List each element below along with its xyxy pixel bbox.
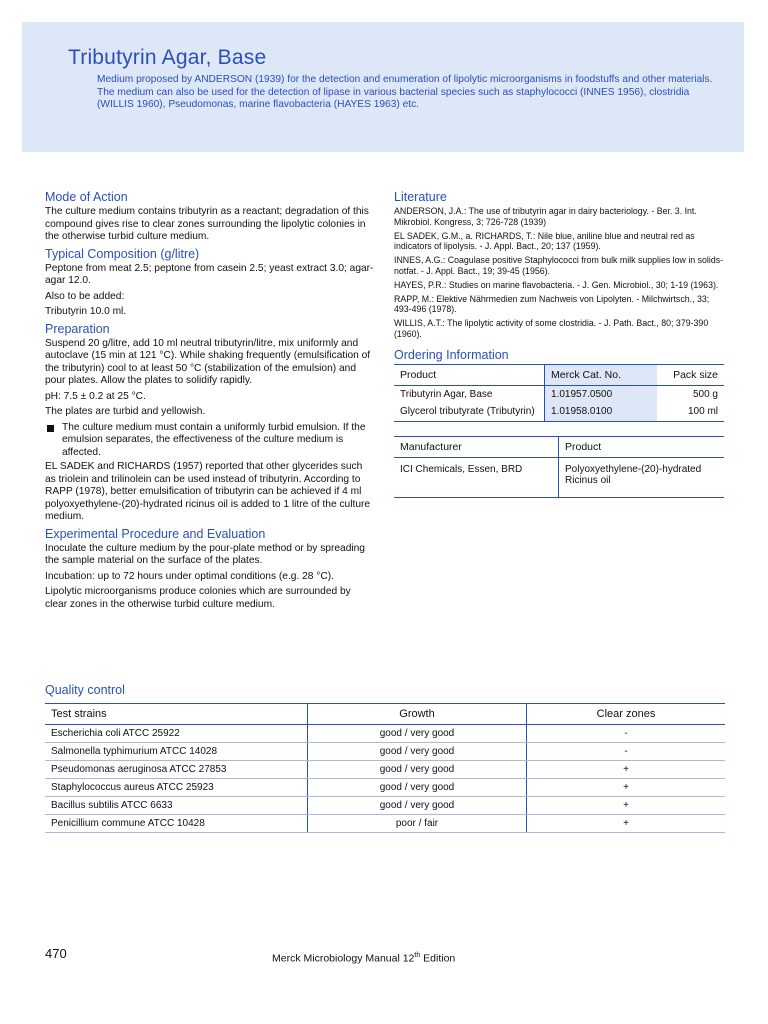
literature-item: ANDERSON, J.A.: The use of tributyrin agar in dairy bacteriology. - Ber. 3. Int. Mikrobiol. Kongress, 3; 726-728 (1939) bbox=[394, 206, 697, 227]
preparation-text: Suspend 20 g/litre, add 10 ml neutral tributyrin/litre, mix uniformly and autoclave (15 min at 121 °C). While shaking frequently (emulsification of the tributyrin) cool to at least 50 °C (stabilization of the emulsion) and pour plates. Allow the plates to solidify rapidly. bbox=[45, 337, 371, 386]
qc-zones: + bbox=[527, 815, 726, 833]
literature-item: HAYES, P.R.: Studies on marine flavobacteria. - J. Gen. Microbiol., 30; 1-19 (1963). bbox=[394, 279, 719, 290]
ordering-col-product: Product bbox=[394, 364, 545, 385]
table-row bbox=[45, 779, 725, 797]
qc-strain: Staphylococcus aureus ATCC 25923 bbox=[45, 779, 308, 797]
book-title-sup: th bbox=[414, 952, 421, 959]
square-bullet-icon bbox=[47, 425, 54, 432]
intro-text: Medium proposed by ANDERSON (1939) for the detection and enumeration of lipolytic microorganisms in foodstuffs and other materials. The medium can also be used for the detection of lipase in various bacterial species such as staphylococci (INNES 1956), clostridia (WILLIS 1960), Pseudomonas, marine flavobacteria (HAYES 1963) etc. bbox=[97, 74, 713, 110]
manufacturer-product: Polyoxyethylene-(20)-hydrated Ricinus oil bbox=[559, 457, 725, 497]
qc-strain: Escherichia coli ATCC 25922 bbox=[45, 725, 308, 743]
page-number: 470 bbox=[45, 946, 67, 961]
procedure-incubation: Incubation: up to 72 hours under optimal conditions (e.g. 28 °C). bbox=[45, 570, 334, 582]
book-title-suffix: Edition bbox=[420, 952, 456, 965]
left-column bbox=[45, 190, 375, 614]
mode-of-action-heading: Mode of Action bbox=[45, 190, 128, 204]
preparation-bullet bbox=[45, 422, 375, 460]
manufacturer-name: ICI Chemicals, Essen, BRD bbox=[394, 457, 559, 497]
table-row bbox=[394, 403, 724, 421]
procedure-text: Inoculate the culture medium by the pour-plate method or by spreading the sample material on the surface of the plates. bbox=[45, 542, 365, 566]
procedure-result: Lipolytic microorganisms produce colonies which are surrounded by clear zones in the otherwise turbid culture medium. bbox=[45, 586, 351, 610]
qc-zones: + bbox=[527, 797, 726, 815]
qc-growth: good / very good bbox=[308, 761, 527, 779]
qc-col-zones: Clear zones bbox=[527, 704, 726, 725]
composition-also-added: Also to be added: bbox=[45, 290, 125, 302]
quality-control-table bbox=[45, 703, 725, 833]
literature-list bbox=[394, 206, 724, 340]
qc-growth: good / very good bbox=[308, 779, 527, 797]
literature-item: RAPP, M.: Elektive Nährmedien zum Nachweis von Lipolyten. - Milchwirtsch., 33; 493-496 (1978). bbox=[394, 293, 710, 315]
qc-col-growth: Growth bbox=[308, 704, 527, 725]
qc-col-strains: Test strains bbox=[45, 704, 308, 725]
preparation-ph: pH: 7.5 ± 0.2 at 25 °C. bbox=[45, 390, 146, 402]
table-row bbox=[45, 815, 725, 833]
quality-control-heading: Quality control bbox=[45, 683, 125, 697]
table-row bbox=[45, 761, 725, 779]
ordering-pack: 100 ml bbox=[657, 403, 724, 421]
literature-item: INNES, A.G.: Coagulase positive Staphylococci from bulk milk supplies low in solids-notfat. - J. Appl. Bact., 19; 39-45 (1956). bbox=[394, 255, 724, 276]
qc-growth: good / very good bbox=[308, 725, 527, 743]
ordering-col-cat: Merck Cat. No. bbox=[545, 364, 658, 385]
composition-text: Peptone from meat 2.5; peptone from casein 2.5; yeast extract 3.0; agar-agar 12.0. bbox=[45, 262, 374, 286]
table-row bbox=[45, 725, 725, 743]
qc-strain: Pseudomonas aeruginosa ATCC 27853 bbox=[45, 761, 308, 779]
page-title: Tributyrin Agar, Base bbox=[68, 46, 267, 69]
manufacturer-col: Manufacturer bbox=[394, 436, 559, 457]
preparation-glycerides: EL SADEK and RICHARDS (1957) reported that other glycerides such as triolein and trilinolein can be used instead of tributyrin. According to RAPP (1978), better emulsification of tributyrin can be achieved if 4 ml polyoxyethylene-(20)-hydrated ricinus oil is added to 1 litre of the culture medium. bbox=[45, 461, 371, 522]
manufacturer-product-col: Product bbox=[559, 436, 725, 457]
qc-growth: good / very good bbox=[308, 797, 527, 815]
composition-heading: Typical Composition (g/litre) bbox=[45, 246, 200, 261]
qc-zones: + bbox=[527, 761, 726, 779]
right-column bbox=[394, 190, 724, 498]
ordering-col-pack: Pack size bbox=[657, 364, 724, 385]
qc-zones: + bbox=[527, 779, 726, 797]
qc-strain: Salmonella typhimurium ATCC 14028 bbox=[45, 743, 308, 761]
literature-heading: Literature bbox=[394, 190, 447, 204]
book-title-text: Merck Microbiology Manual 12 bbox=[272, 952, 415, 965]
preparation-bullet-text: The culture medium must contain a uniformly turbid emulsion. If the emulsion separates, the effectiveness of the culture medium is affected. bbox=[62, 421, 366, 458]
literature-item: WILLIS, A.T.: The lipolytic activity of some clostridia. - J. Path. Bact., 80; 379-390 (1960). bbox=[394, 318, 709, 339]
preparation-heading: Preparation bbox=[45, 321, 110, 336]
table-row bbox=[45, 797, 725, 815]
ordering-table bbox=[394, 364, 724, 422]
mode-of-action-text: The culture medium contains tributyrin as a reactant; degradation of this compound gives rise to clear zones surrounding the lipolytic colonies in the otherwise turbid culture medium. bbox=[45, 206, 369, 242]
composition-tributyrin: Tributyrin 10.0 ml. bbox=[45, 306, 127, 317]
quality-control-section bbox=[45, 683, 725, 833]
qc-strain: Penicillium commune ATCC 10428 bbox=[45, 815, 308, 833]
procedure-heading: Experimental Procedure and Evaluation bbox=[45, 526, 266, 541]
ordering-cat: 1.01958.0100 bbox=[545, 403, 658, 421]
qc-growth: poor / fair bbox=[308, 815, 527, 833]
qc-strain: Bacillus subtilis ATCC 6633 bbox=[45, 797, 308, 815]
table-row bbox=[394, 385, 724, 403]
ordering-heading: Ordering Information bbox=[394, 347, 509, 362]
ordering-pack: 500 g bbox=[692, 388, 718, 400]
preparation-plates: The plates are turbid and yellowish. bbox=[45, 406, 206, 417]
qc-zones: - bbox=[527, 725, 726, 743]
manufacturer-table bbox=[394, 436, 724, 498]
table-row bbox=[45, 743, 725, 761]
literature-item: EL SADEK, G.M., a. RICHARDS, T.: Nile blue, aniline blue and neutral red as indicators of lipolysis. - J. Appl. Bact., 20; 137 (1959). bbox=[394, 230, 695, 252]
table-row bbox=[394, 457, 724, 497]
qc-growth: good / very good bbox=[308, 743, 527, 761]
ordering-cat: 1.01957.0500 bbox=[545, 385, 658, 403]
ordering-product: Tributyrin Agar, Base bbox=[400, 388, 493, 400]
qc-zones: - bbox=[527, 743, 726, 761]
ordering-product: Glycerol tributyrate (Tributyrin) bbox=[394, 403, 545, 421]
book-title bbox=[272, 950, 455, 965]
